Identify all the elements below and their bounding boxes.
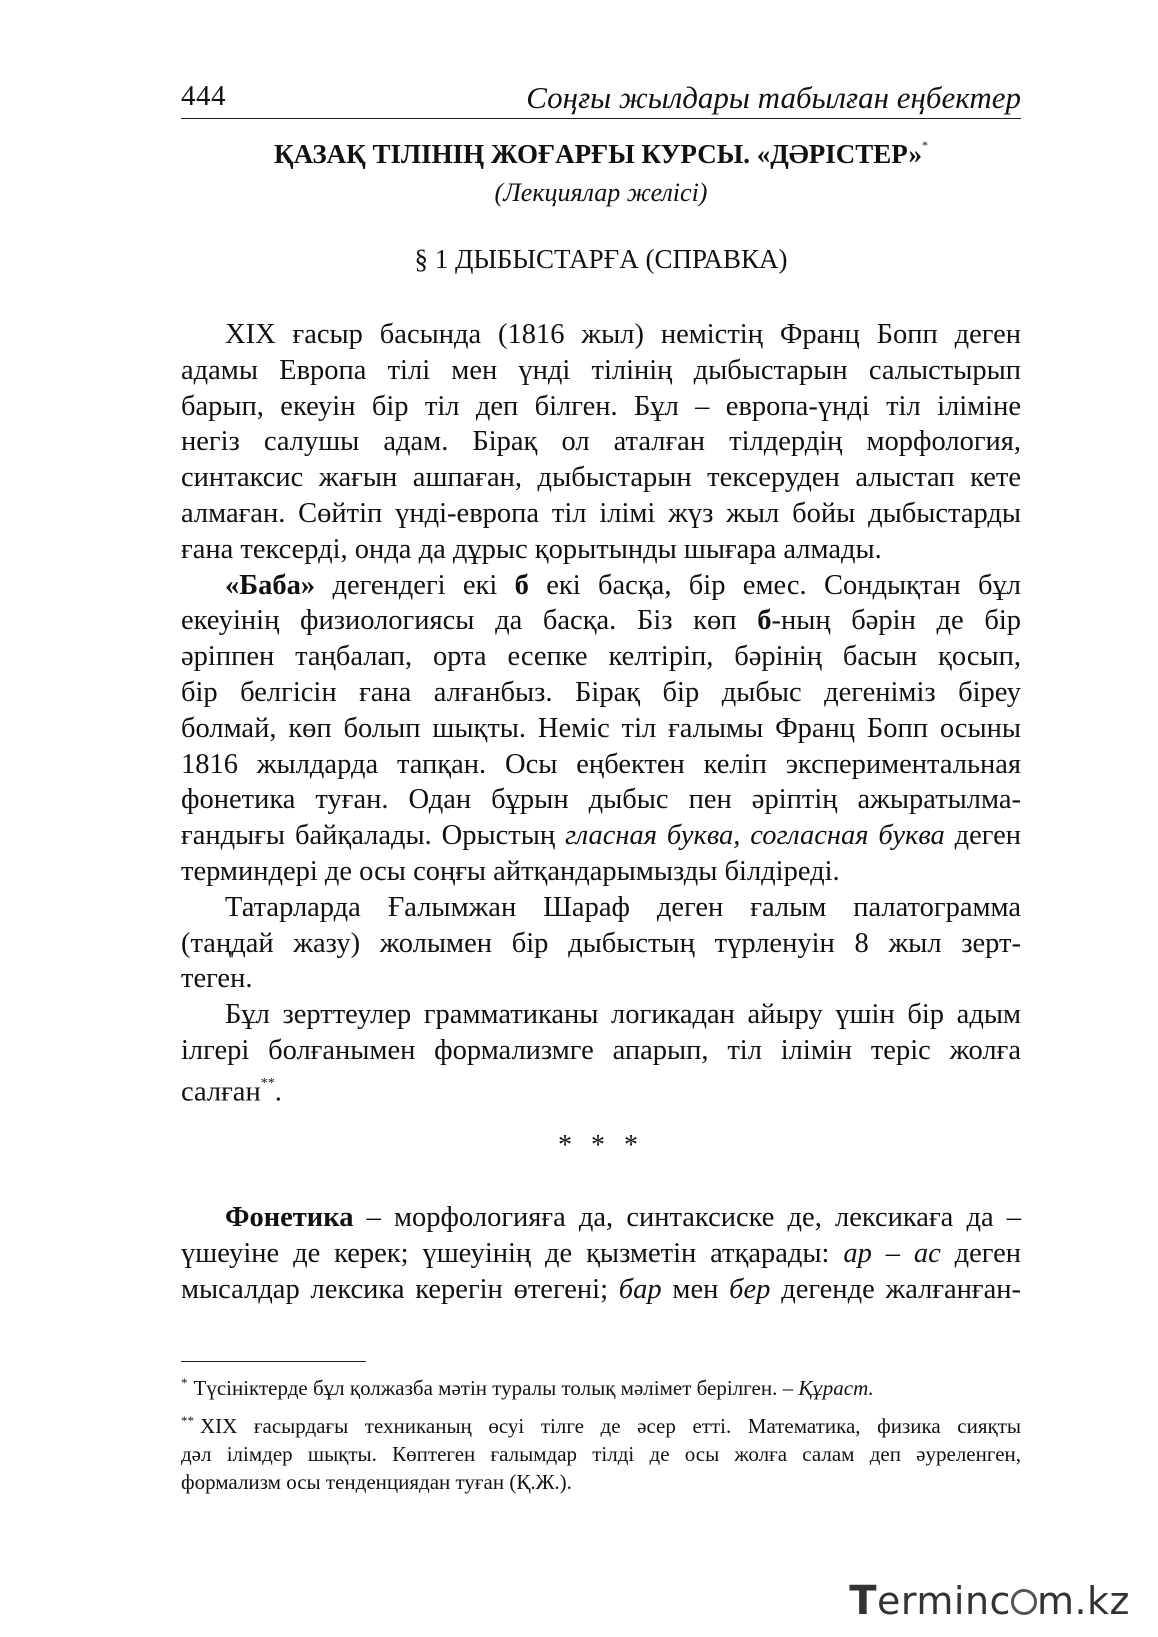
text-run: деген [940, 1238, 1022, 1269]
paragraph-line: теген. [181, 963, 253, 995]
running-title: Соңғы жылдары табылған еңбектер [526, 80, 1021, 115]
paragraph-line: 1816 жылдарда тапқан. Осы еңбектен келіп экспериментальная [181, 748, 1021, 780]
text-run: ғандығы байқалады. Орыстың [181, 820, 565, 852]
watermark-text: m.kz [1036, 1579, 1130, 1623]
paragraph-line [181, 1200, 1021, 1236]
page-header [181, 78, 1021, 119]
footnotes [181, 1374, 1021, 1496]
paragraph-line: алмаған. Сөйтіп үнді-европа тіл ілімі жүз жыл бойы дыбыстарды [181, 497, 1021, 529]
paragraph-line: әріппен таңбалап, орта есепке келтіріп, бәрінің басын қосып, [181, 641, 1021, 673]
title-footnote-mark: * [921, 138, 928, 152]
paragraph-line: фонетика туған. Одан бұрын дыбыс пен әріптің ажыратылма- [181, 784, 1021, 816]
text-run: дегенде жалғанған- [770, 1274, 1021, 1305]
italic-term: бер [729, 1274, 771, 1305]
watermark-letter: T [849, 1578, 878, 1624]
text-run: екеуінің физиологиясы да басқа. Біз көп [181, 605, 758, 637]
paragraph-line [181, 1272, 1021, 1308]
bold-letter: б [757, 605, 772, 637]
paragraph-line: XIX ғасыр басында (1816 жыл) немістің Франц Бопп деген [225, 319, 1021, 350]
footnote-ref: ** [260, 1075, 275, 1091]
italic-term: ар – ас [843, 1238, 941, 1269]
italic-term: бар [618, 1274, 662, 1305]
footnote-mark: ** [181, 1413, 194, 1428]
paragraph-line: барып, екеуін бір тіл деп білген. Бұл – европа-үнді тіл іліміне [181, 390, 1021, 422]
footnote-2 [181, 1412, 1021, 1496]
paragraph-line: Татарларда Ғалымжан Шараф деген ғалым палатограмма [225, 891, 1021, 923]
footnote-text: Түсініктерде бұл қолжазба мәтін туралы толық мәлімет берілген. – [193, 1376, 799, 1400]
text-run: мысалдар лексика керегін өтегені; [181, 1274, 619, 1305]
footnote-line [181, 1412, 1021, 1440]
text-run: мен [661, 1274, 730, 1305]
document-title [181, 139, 1021, 170]
footnote-mark: * [181, 1375, 188, 1390]
paragraph-line [181, 568, 1021, 604]
section-separator: * * * [558, 1130, 644, 1161]
text-run: -ның бәрін де бір [771, 605, 1021, 637]
italic-term: гласная буква, согласная буква [564, 820, 945, 852]
paragraph-line: болмай, көп болып шықты. Неміс тіл ғалымы Франц Бопп осыны [181, 712, 1021, 744]
text-run: деген [944, 820, 1022, 852]
footnote-line: формализм осы тенденциядан туған (Қ.Ж.). [181, 1470, 572, 1494]
footnote-text: XIX ғасырдағы техниканың өсуі тілге де әсер етті. Математика, физика сияқты [200, 1414, 1021, 1438]
paragraph-line [181, 1069, 1021, 1108]
bold-letter: б [514, 569, 529, 601]
paragraph-line: Бұл зерттеулер грамматиканы логикадан айыру үшін бір адым [225, 999, 1021, 1031]
document-subtitle: (Лекциялар желісі) [494, 178, 708, 207]
body-text [181, 317, 1022, 1108]
body-text-2 [181, 1200, 1021, 1308]
footnote-italic: Құраст. [798, 1376, 874, 1400]
text-run: . [274, 1076, 282, 1108]
paragraph-line [181, 603, 1021, 639]
paragraph-line: терминдері де осы соңғы айтқандарымызды білдіреді. [181, 855, 840, 887]
paragraph-line: (таңдай жазу) жолымен бір дыбыстың түрленуін 8 жыл зерт- [181, 927, 1021, 959]
paragraph-line: бір белгісін ғана алғанбыз. Бірақ бір дыбыс дегеніміз біреу [181, 676, 1021, 708]
section-heading: § 1 ДЫБЫСТАРҒА (СПРАВКА) [414, 244, 788, 274]
paragraph-line: синтаксис жағын ашпаған, дыбыстарын тексеруден алыстап кете [181, 462, 1021, 494]
text-run: екі басқа, бір емес. Сондықтан бұл [528, 569, 1021, 601]
paragraph-line [181, 1236, 1021, 1272]
footnote-divider [181, 1361, 366, 1362]
paragraph-line: негіз салушы адам. Бірақ ол аталған тілдердің морфология, [181, 426, 1021, 458]
paragraph-line [181, 818, 1021, 854]
text-run: салған [181, 1076, 261, 1108]
footnote-line: дәл ілімдер шықты. Көптеген ғалымдар тілді де осы жолға салам деп әуреленген, [181, 1442, 1021, 1466]
paragraph-line: адамы Европа тілі мен үнді тілінің дыбыстарын салыстырып [181, 354, 1021, 386]
title-text: ҚАЗАҚ ТІЛІНІҢ ЖОҒАРҒЫ КУРСЫ. «ДӘРІСТЕР» [274, 139, 922, 169]
paragraph-line: ғана тексерді, онда да дұрыс қорытынды шығара алмады. [181, 533, 882, 565]
bold-term: Фонетика [225, 1202, 354, 1233]
footnote-1 [181, 1374, 1021, 1402]
magnifier-icon [1011, 1589, 1037, 1615]
termincom-watermark [849, 1578, 1130, 1624]
text-run: – морфологияға да, синтаксиске де, лексикаға да – [353, 1202, 1021, 1233]
bold-term: «Баба» [225, 569, 316, 601]
page-number: 444 [181, 80, 226, 112]
text-run: дегендегі екі [315, 569, 515, 601]
text-run: үшеуіне де керек; үшеуінің де қызметін атқарады: [181, 1238, 844, 1269]
watermark-text: erminc [877, 1579, 1011, 1623]
paragraph-line: ілгері болғанымен формализмге апарып, тіл ілімін теріс жолға [181, 1034, 1021, 1066]
